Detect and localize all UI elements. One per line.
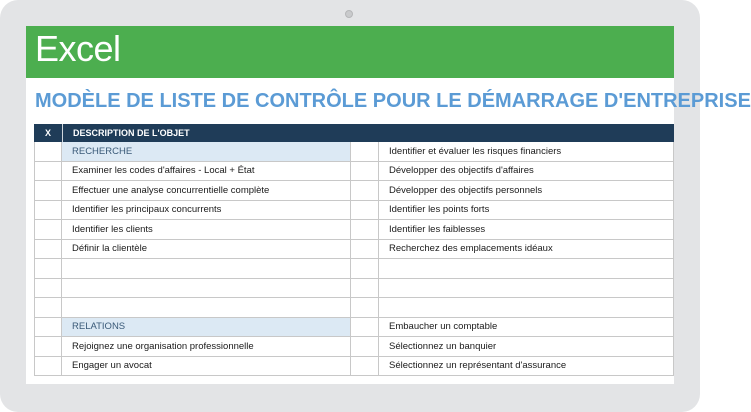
left-checkbox-cell[interactable] bbox=[34, 142, 62, 162]
right-checkbox-cell[interactable] bbox=[351, 220, 379, 240]
table-row bbox=[34, 162, 674, 182]
right-checkbox-cell[interactable] bbox=[351, 142, 379, 162]
left-item-cell[interactable]: Effectuer une analyse concurrentielle complète bbox=[62, 181, 351, 201]
left-item-cell[interactable]: Engager un avocat bbox=[62, 357, 351, 377]
app-banner bbox=[26, 26, 674, 78]
table-row bbox=[34, 220, 674, 240]
table-row bbox=[34, 337, 674, 357]
right-checkbox-cell[interactable] bbox=[351, 318, 379, 338]
left-checkbox-cell[interactable] bbox=[34, 181, 62, 201]
right-checkbox-cell[interactable] bbox=[351, 337, 379, 357]
right-item-cell[interactable]: Sélectionnez un représentant d'assurance bbox=[379, 357, 674, 377]
left-item-cell[interactable] bbox=[62, 298, 351, 318]
left-checkbox-cell[interactable] bbox=[34, 259, 62, 279]
right-checkbox-cell[interactable] bbox=[351, 357, 379, 377]
table-header bbox=[34, 124, 674, 142]
table-row bbox=[34, 259, 674, 279]
right-item-cell[interactable]: Développer des objectifs personnels bbox=[379, 181, 674, 201]
table-row bbox=[34, 240, 674, 260]
left-checkbox-cell[interactable] bbox=[34, 279, 62, 299]
description-column-header[interactable]: DESCRIPTION DE L'OBJET bbox=[62, 124, 190, 142]
left-checkbox-cell[interactable] bbox=[34, 240, 62, 260]
table-row bbox=[34, 318, 674, 338]
right-item-cell[interactable]: Identifier les faiblesses bbox=[379, 220, 674, 240]
right-checkbox-cell[interactable] bbox=[351, 201, 379, 221]
section-header-cell[interactable]: RECHERCHE bbox=[62, 142, 351, 162]
right-item-cell[interactable]: Sélectionnez un banquier bbox=[379, 337, 674, 357]
right-checkbox-cell[interactable] bbox=[351, 298, 379, 318]
checklist-table bbox=[34, 124, 674, 376]
table-row bbox=[34, 298, 674, 318]
table-row bbox=[34, 142, 674, 162]
right-checkbox-cell[interactable] bbox=[351, 279, 379, 299]
left-item-cell[interactable] bbox=[62, 259, 351, 279]
right-item-cell[interactable] bbox=[379, 279, 674, 299]
right-item-cell[interactable]: Identifier les points forts bbox=[379, 201, 674, 221]
left-item-cell[interactable]: Identifier les clients bbox=[62, 220, 351, 240]
screen bbox=[26, 26, 751, 384]
table-row bbox=[34, 357, 674, 377]
right-checkbox-cell[interactable] bbox=[351, 259, 379, 279]
right-item-cell[interactable]: Développer des objectifs d'affaires bbox=[379, 162, 674, 182]
left-item-cell[interactable]: Définir la clientèle bbox=[62, 240, 351, 260]
app-name: Excel bbox=[35, 28, 121, 69]
left-item-cell[interactable] bbox=[62, 279, 351, 299]
right-item-cell[interactable]: Identifier et évaluer les risques financiers bbox=[379, 142, 674, 162]
left-checkbox-cell[interactable] bbox=[34, 298, 62, 318]
right-item-cell[interactable] bbox=[379, 259, 674, 279]
check-column-header[interactable]: X bbox=[44, 128, 51, 138]
left-checkbox-cell[interactable] bbox=[34, 220, 62, 240]
table-row bbox=[34, 181, 674, 201]
right-checkbox-cell[interactable] bbox=[351, 181, 379, 201]
table-row bbox=[34, 201, 674, 221]
left-checkbox-cell[interactable] bbox=[34, 162, 62, 182]
left-checkbox-cell[interactable] bbox=[34, 337, 62, 357]
section-header-cell[interactable]: RELATIONS bbox=[62, 318, 351, 338]
right-checkbox-cell[interactable] bbox=[351, 240, 379, 260]
left-item-cell[interactable]: Identifier les principaux concurrents bbox=[62, 201, 351, 221]
left-checkbox-cell[interactable] bbox=[34, 318, 62, 338]
left-checkbox-cell[interactable] bbox=[34, 357, 62, 377]
right-item-cell[interactable]: Recherchez des emplacements idéaux bbox=[379, 240, 674, 260]
sheet-title: MODÈLE DE LISTE DE CONTRÔLE POUR LE DÉMARRAGE D'ENTREPRISE bbox=[35, 90, 751, 112]
table-body bbox=[34, 142, 674, 376]
left-item-cell[interactable]: Rejoignez une organisation professionnelle bbox=[62, 337, 351, 357]
right-item-cell[interactable] bbox=[379, 298, 674, 318]
left-item-cell[interactable]: Examiner les codes d'affaires - Local + État bbox=[62, 162, 351, 182]
table-row bbox=[34, 279, 674, 299]
camera-icon bbox=[345, 10, 353, 18]
right-item-cell[interactable]: Embaucher un comptable bbox=[379, 318, 674, 338]
left-checkbox-cell[interactable] bbox=[34, 201, 62, 221]
right-checkbox-cell[interactable] bbox=[351, 162, 379, 182]
